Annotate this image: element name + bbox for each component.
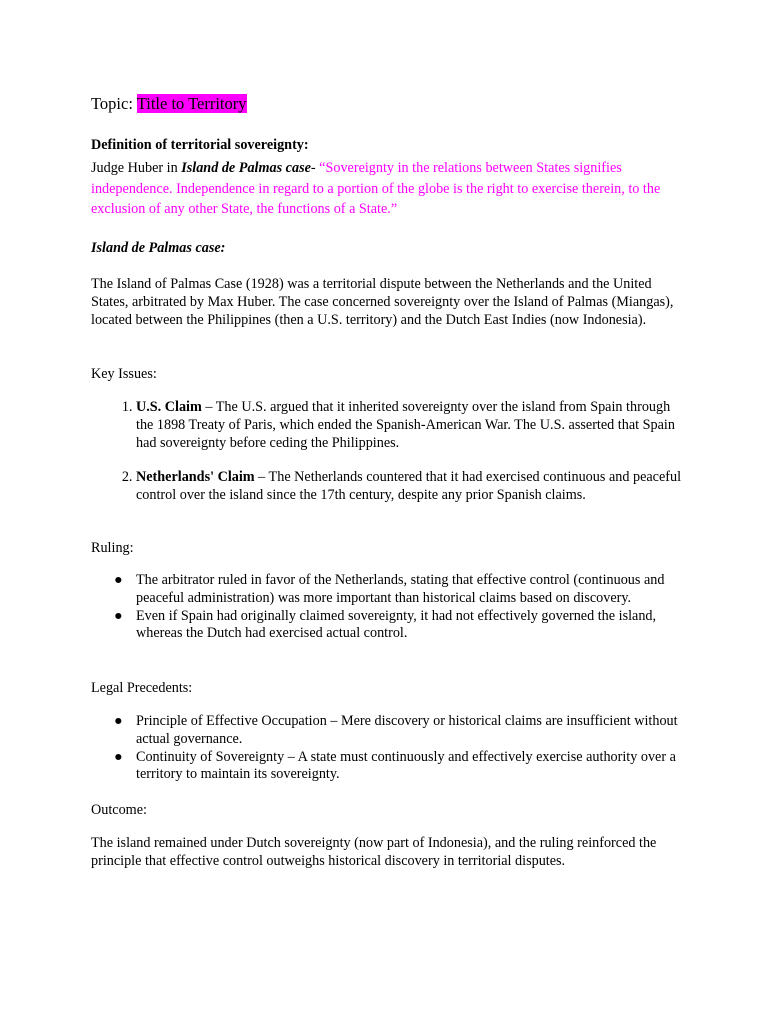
topic-title-highlighted: Title to Territory (136, 94, 247, 113)
definition-case-name: Island de Palmas case (181, 160, 311, 176)
legal-precedents-list (91, 713, 681, 784)
ruling-list (91, 572, 681, 643)
list-item (136, 469, 681, 505)
ruling-heading: Ruling: (91, 540, 134, 556)
issue-text: – The Netherlands countered that it had exercised continuous and peaceful control over the island since the 17th century, despite any prior Spanish claims. (136, 469, 682, 504)
outcome-paragraph: The island remained under Dutch sovereignty (now part of Indonesia), and the ruling reinforced the principle that effective control outweighs historical discovery in territorial disputes. (91, 835, 657, 869)
bullet-text: Continuity of Sovereignty – A state must continuously and effectively exercise authority over a territory to maintain its sovereignty. (136, 748, 676, 783)
bullet-icon: ● (114, 607, 123, 624)
bullet-text: Principle of Effective Occupation – Mere discovery or historical claims are insufficient without actual governance. (136, 713, 678, 747)
issue-title: U.S. Claim (136, 399, 202, 415)
bullet-icon: ● (114, 572, 123, 588)
definition-dash: - (310, 160, 320, 176)
key-issues-list (91, 399, 681, 522)
outcome-heading: Outcome: (91, 802, 147, 818)
bullet-text: The arbitrator ruled in favor of the Netherlands, stating that effective control (continuous and peaceful administration) was more important than historical claims based on discovery. (136, 572, 665, 606)
bullet-icon: ● (114, 748, 123, 765)
topic-line (91, 93, 681, 114)
case-heading: Island de Palmas case: (91, 240, 226, 256)
huber-quote: “Sovereignty in the relations between States signifies independence. Independence in regard to a portion of the globe is the right to exercise therein, to the exclusion of any other State, the functions of a State.” (91, 160, 661, 218)
bullet-icon: ● (114, 713, 123, 729)
list-item (114, 713, 681, 749)
issue-title: Netherlands' Claim (136, 469, 255, 486)
topic-label: Topic: (91, 94, 137, 113)
definition-prefix: Judge Huber in (91, 160, 182, 176)
list-item (114, 572, 681, 608)
definition-body (91, 158, 681, 220)
key-issues-heading: Key Issues: (91, 366, 157, 382)
issue-text: – The U.S. argued that it inherited sovereignty over the island from Spain through the 1898 Treaty of Paris, which ended the Spanish-American War. The U.S. asserted that Spain had sovereignty before ceding the Philippines. (136, 399, 675, 451)
list-item (114, 748, 681, 785)
legal-precedents-heading: Legal Precedents: (91, 680, 193, 696)
bullet-text: Even if Spain had originally claimed sovereignty, it had not effectively governed the island, whereas the Dutch had exercised actual control. (136, 607, 657, 642)
list-item (136, 399, 681, 452)
definition-heading: Definition of territorial sovereignty: (91, 137, 309, 153)
list-item (114, 607, 681, 644)
case-paragraph: The Island of Palmas Case (1928) was a territorial dispute between the Netherlands and the United States, arbitrated by Max Huber. The case concerned sovereignty over the Island of Palmas (Miangas), located between the Philippines (then a U.S. territory) and the Dutch East Indies (now Indonesia). (91, 276, 674, 328)
